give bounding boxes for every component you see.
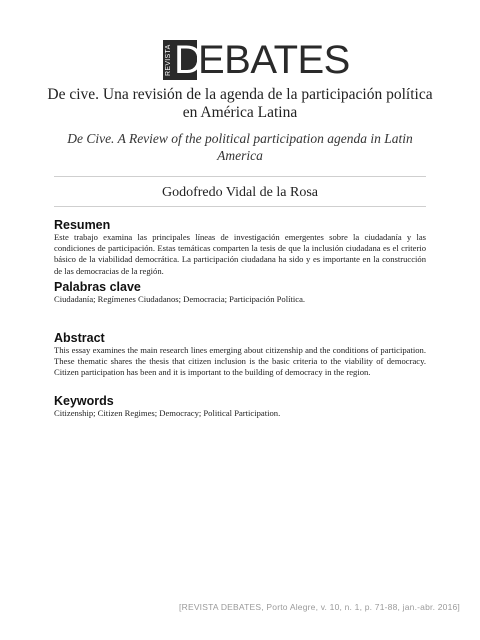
journal-logo	[163, 40, 350, 80]
keywords-heading: Keywords	[54, 394, 114, 408]
abstract-heading: Abstract	[54, 331, 105, 345]
divider-top	[54, 176, 426, 177]
logo-initial: D	[174, 38, 203, 82]
article-title-english: De Cive. A Review of the political participation agenda in Latin America	[67, 131, 413, 163]
resumen-section	[54, 219, 426, 277]
logo-block	[163, 38, 203, 82]
keywords-text: Citizenship; Citizen Regimes; Democracy; Political Participation.	[54, 408, 281, 418]
keywords-section	[54, 395, 426, 419]
palabras-clave-text: Ciudadanía; Regímenes Ciudadanos; Democracia; Participación Política.	[54, 294, 306, 304]
resumen-text: Este trabajo examina las principales líneas de investigación emergentes sobre la ciudadanía y las condiciones de participación. Estas temáticas comparten la tesis de que la inclusión ciudadana es el criterio básico de la viabilidad democrática. La participación ciudadana ha sido y es importante en la construcción de las democracias de la región.	[54, 232, 426, 276]
citation-footer: [REVISTA DEBATES, Porto Alegre, v. 10, n. 1, p. 71-88, jan.-abr. 2016]	[179, 602, 460, 612]
abstract-section	[54, 332, 426, 379]
resumen-heading: Resumen	[54, 218, 111, 232]
palabras-clave-section	[54, 281, 426, 305]
logo-wordmark: EBATES	[198, 38, 350, 82]
logo-vertical-text: REVISTA	[165, 44, 172, 76]
article-title-spanish: De cive. Una revisión de la agenda de la participación política en América Latina	[47, 86, 433, 121]
divider-bottom	[54, 206, 426, 207]
author-name: Godofredo Vidal de la Rosa	[162, 185, 318, 200]
palabras-clave-heading: Palabras clave	[54, 280, 141, 294]
abstract-text: This essay examines the main research lines emerging about citizenship and the conditions of participation. These thematic shares the thesis that citizen inclusion is the basic criteria to the viability of democracy. Citizen participation has been and it is important to the building of democracy in the region.	[54, 345, 426, 378]
